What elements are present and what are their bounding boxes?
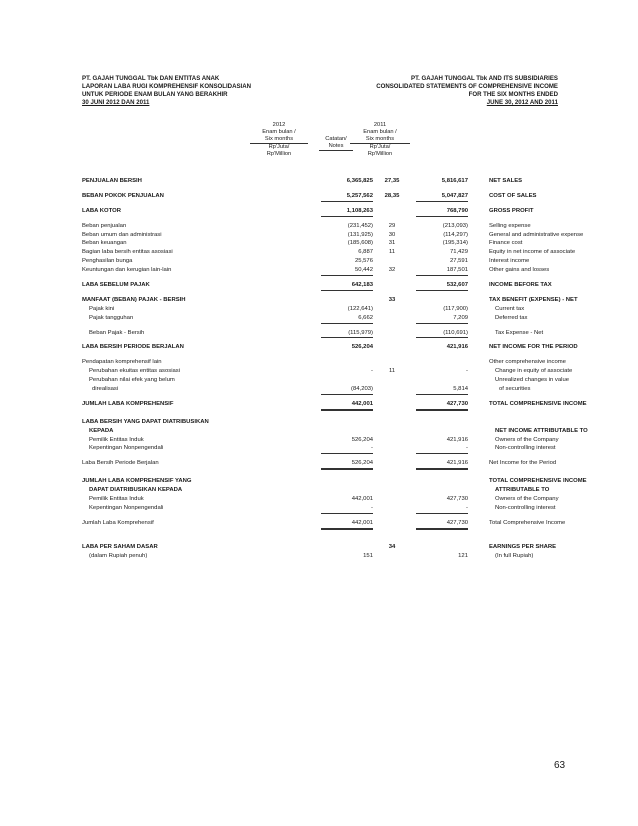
column-period: Enam bulan / bbox=[363, 129, 397, 135]
row-value-2012: - bbox=[321, 444, 373, 454]
row-note: 33 bbox=[388, 296, 396, 303]
page-number: 63 bbox=[554, 760, 566, 771]
row-label-en: NET INCOME ATTRIBUTABLE TO bbox=[495, 427, 588, 434]
row-value-2011: 121 bbox=[458, 552, 468, 559]
statement-row bbox=[82, 207, 558, 216]
row-label-id: Penghasilan bunga bbox=[82, 258, 133, 265]
row-label-en: TOTAL COMPREHENSIVE INCOME bbox=[489, 478, 587, 485]
row-label-en: Unrealized changes in value bbox=[495, 377, 570, 384]
row-value-2011: 427,730 bbox=[446, 496, 468, 503]
statement-row bbox=[82, 543, 558, 552]
header-left-line: 30 JUNI 2012 DAN 2011 bbox=[82, 99, 150, 106]
row-label-en: EARNINGS PER SHARE bbox=[489, 543, 557, 550]
statement-row bbox=[82, 257, 558, 266]
statement-row bbox=[82, 459, 558, 468]
statement-row bbox=[82, 367, 573, 376]
statement-row bbox=[82, 239, 558, 248]
header-english bbox=[322, 75, 558, 107]
row-value-2011: 768,790 bbox=[416, 207, 468, 217]
row-value-2012: 1,108,263 bbox=[321, 207, 373, 217]
column-notes bbox=[319, 136, 353, 151]
row-label-en: (In full Rupiah) bbox=[495, 552, 534, 559]
statement-row bbox=[82, 427, 588, 436]
statement-row bbox=[82, 305, 558, 314]
row-spacer bbox=[82, 409, 558, 418]
row-spacer bbox=[82, 528, 558, 537]
row-label-id: DAPAT DIATRIBUSIKAN KEPADA bbox=[89, 487, 183, 494]
row-label-id: Keuntungan dan kerugian lain-lain bbox=[82, 267, 172, 274]
row-label-id: LABA BERSIH YANG DAPAT DIATRIBUSIKAN bbox=[82, 418, 209, 425]
row-label-id: LABA SEBELUM PAJAK bbox=[82, 282, 150, 289]
row-note: 31 bbox=[388, 240, 396, 247]
header-left-line: LAPORAN LABA RUGI KOMPREHENSIF KONSOLIDASIAN bbox=[82, 83, 252, 90]
statement-row bbox=[82, 552, 558, 561]
row-value-2012: 6,365,825 bbox=[346, 178, 373, 184]
row-label-id: Jumlah Laba Komprehensif bbox=[82, 519, 154, 526]
statement-row bbox=[82, 444, 558, 453]
statement-row bbox=[82, 376, 570, 385]
statement-rows bbox=[82, 177, 588, 561]
row-label-en: Other comprehensive income bbox=[489, 359, 566, 366]
row-label-id: Kepentingan Nonpengendali bbox=[89, 445, 164, 452]
statement-row bbox=[82, 343, 578, 352]
row-value-2011: 427,730 bbox=[416, 519, 468, 530]
row-label-en: NET INCOME FOR THE PERIOD bbox=[489, 344, 578, 351]
row-label-en: Net Income for the Period bbox=[489, 460, 557, 467]
row-label-en: General and administrative expense bbox=[489, 231, 584, 238]
statement-row bbox=[82, 436, 558, 445]
row-value-2012: 526,204 bbox=[351, 344, 373, 351]
financial-statement-page bbox=[82, 75, 588, 559]
column-period-en: Six months bbox=[350, 136, 410, 144]
row-label-en: TOTAL COMPREHENSIVE INCOME bbox=[489, 400, 587, 407]
row-value-2011: 5,814 bbox=[416, 385, 468, 395]
row-label-id: MANFAAT (BEBAN) PAJAK - BERSIH bbox=[82, 296, 186, 303]
row-label-en: ATTRIBUTABLE TO bbox=[495, 487, 550, 494]
row-note: 11 bbox=[388, 249, 396, 256]
row-spacer bbox=[82, 468, 558, 477]
row-value-2011: 187,501 bbox=[416, 266, 468, 276]
row-value-2011: (213,093) bbox=[442, 222, 468, 229]
statement-row bbox=[82, 385, 558, 394]
row-value-2011: (117,900) bbox=[443, 305, 468, 312]
row-value-2011: 427,730 bbox=[416, 400, 468, 411]
row-label-id: PENJUALAN BERSIH bbox=[82, 178, 142, 184]
row-note: 28,35 bbox=[384, 192, 400, 199]
row-label-id: Beban keuangan bbox=[82, 240, 127, 247]
statement-row bbox=[82, 266, 558, 275]
row-label-en: Finance cost bbox=[489, 240, 523, 247]
row-value-2012: - bbox=[321, 504, 373, 514]
column-period-en: Six months bbox=[250, 136, 308, 144]
header-left-line: PT. GAJAH TUNGGAL Tbk DAN ENTITAS ANAK bbox=[82, 75, 220, 82]
column-unit-en: Rp'Million bbox=[367, 151, 393, 157]
column-unit: Rp'Juta/ bbox=[369, 144, 391, 150]
row-label-id: LABA BERSIH PERIODE BERJALAN bbox=[82, 344, 184, 351]
row-value-2012: 526,204 bbox=[351, 436, 373, 443]
row-value-2011: 7,209 bbox=[416, 314, 468, 324]
row-label-id: Beban penjualan bbox=[82, 222, 127, 229]
row-value-2012: (131,925) bbox=[347, 231, 373, 238]
header-right-line: PT. GAJAH TUNGGAL Tbk AND ITS SUBSIDIARIES bbox=[411, 75, 558, 82]
column-2011 bbox=[350, 122, 410, 158]
statement-row bbox=[82, 192, 558, 201]
row-label-en: Tax Expense - Net bbox=[495, 329, 544, 336]
row-value-2011: - bbox=[416, 444, 468, 454]
row-label-id: Kepentingan Nonpengendali bbox=[89, 504, 164, 511]
statement-row bbox=[82, 519, 566, 528]
row-value-2011: - bbox=[416, 504, 468, 514]
row-note: 11 bbox=[388, 368, 396, 375]
row-label-en: Change in equity of associate bbox=[495, 368, 573, 375]
row-label-id: Perubahan nilai efek yang belum bbox=[89, 377, 175, 384]
statement-row bbox=[82, 486, 558, 495]
statement-row bbox=[82, 418, 558, 427]
row-label-en: Equity in net income of associate bbox=[489, 249, 576, 256]
row-label-en: GROSS PROFIT bbox=[489, 207, 534, 214]
row-label-en: NET SALES bbox=[489, 178, 523, 184]
row-value-2012: (115,979) bbox=[321, 329, 373, 339]
row-label-id: (dalam Rupiah penuh) bbox=[89, 552, 148, 559]
header-left-line: UNTUK PERIODE ENAM BULAN YANG BERAKHIR bbox=[82, 91, 228, 98]
column-period: Enam bulan / bbox=[262, 129, 296, 135]
statement-row bbox=[82, 222, 558, 231]
row-label-en: COST OF SALES bbox=[489, 192, 537, 199]
row-label-id: Pemilik Entitas Induk bbox=[89, 436, 144, 443]
statement-row bbox=[82, 281, 558, 290]
row-value-2012: 25,576 bbox=[354, 258, 373, 265]
statement-row bbox=[82, 231, 584, 240]
row-note: 34 bbox=[388, 543, 396, 550]
row-label-id: BEBAN POKOK PENJUALAN bbox=[82, 192, 164, 199]
row-value-2011: 421,916 bbox=[446, 436, 468, 443]
row-value-2012: (185,608) bbox=[347, 240, 373, 247]
header-right-line: CONSOLIDATED STATEMENTS OF COMPREHENSIVE INCOME bbox=[376, 83, 558, 90]
row-label-en: Owners of the Company bbox=[495, 496, 559, 503]
row-value-2011: 532,607 bbox=[416, 281, 468, 291]
statement-row bbox=[82, 296, 578, 305]
row-label-en: Non-controlling interest bbox=[495, 504, 556, 511]
row-label-id: LABA PER SAHAM DASAR bbox=[82, 543, 158, 550]
row-label-en: Interest income bbox=[489, 258, 530, 265]
row-label-id: Beban umum dan administrasi bbox=[82, 231, 162, 238]
statement-row bbox=[82, 329, 558, 338]
column-notes-label: Catatan/ bbox=[325, 136, 347, 142]
row-label-id: Beban Pajak - Bersih bbox=[89, 329, 145, 336]
row-label-id: Pemilik Entitas Induk bbox=[89, 496, 144, 503]
row-note: 29 bbox=[388, 222, 396, 229]
row-label-id: Laba Bersih Periode Berjalan bbox=[82, 460, 159, 467]
row-label-en: Other gains and losses bbox=[489, 267, 550, 274]
row-value-2011: 27,591 bbox=[449, 258, 468, 265]
row-value-2012: 442,001 bbox=[321, 400, 373, 411]
row-value-2012: (84,203) bbox=[321, 385, 373, 395]
row-note: 32 bbox=[388, 267, 396, 274]
row-value-2012: (122,641) bbox=[347, 305, 373, 312]
row-value-2011: 421,916 bbox=[446, 344, 468, 351]
row-value-2012: 442,001 bbox=[321, 519, 373, 530]
row-value-2011: (110,691) bbox=[416, 329, 468, 339]
row-value-2012: 5,257,562 bbox=[321, 192, 373, 202]
row-value-2012: (231,452) bbox=[347, 222, 373, 229]
row-value-2011: 421,916 bbox=[416, 459, 468, 470]
statement-row bbox=[82, 495, 558, 504]
row-label-id: KEPADA bbox=[89, 427, 114, 434]
statement-row bbox=[82, 358, 566, 367]
column-2012 bbox=[250, 122, 308, 158]
column-unit: Rp'Juta/ bbox=[268, 144, 290, 150]
row-label-en: Current tax bbox=[495, 305, 525, 312]
statement-row bbox=[82, 314, 558, 323]
row-value-2011: (195,314) bbox=[442, 240, 468, 247]
header-right-line: JUNE 30, 2012 AND 2011 bbox=[486, 99, 558, 106]
row-note: 30 bbox=[388, 231, 396, 238]
column-headers bbox=[82, 122, 558, 166]
header-right-line: FOR THE SIX MONTHS ENDED bbox=[468, 91, 558, 98]
row-value-2011: 71,429 bbox=[449, 249, 468, 256]
statement-row bbox=[82, 177, 558, 186]
row-label-en: Owners of the Company bbox=[495, 436, 559, 443]
row-value-2012: 6,662 bbox=[321, 314, 373, 324]
row-label-en: TAX BENEFIT (EXPENSE) - NET bbox=[489, 296, 578, 303]
row-label-id: LABA KOTOR bbox=[82, 207, 121, 214]
row-label-id: Pendapatan komprehensif lain bbox=[82, 359, 162, 366]
row-value-2011: 5,816,617 bbox=[441, 178, 468, 184]
column-unit-en: Rp'Million bbox=[266, 151, 292, 157]
row-label-en: Total Comprehensive Income bbox=[489, 519, 566, 526]
header-indonesian bbox=[82, 75, 318, 107]
row-note: 27,35 bbox=[384, 178, 400, 184]
row-label-id: JUMLAH LABA KOMPREHENSIF bbox=[82, 400, 174, 407]
row-label-id: Perubahan ekuitas entitas asosiasi bbox=[89, 368, 181, 375]
row-label-en: Selling expense bbox=[489, 222, 531, 229]
statement-row bbox=[82, 477, 587, 486]
row-value-2012: - bbox=[371, 368, 373, 375]
row-label-en: Deferred tax bbox=[495, 314, 528, 321]
row-value-2012: 151 bbox=[363, 552, 373, 559]
column-notes-label-en: Notes bbox=[319, 143, 353, 151]
row-value-2012: 642,183 bbox=[321, 281, 373, 291]
row-value-2012: 6,887 bbox=[358, 249, 373, 256]
statement-row bbox=[82, 504, 558, 513]
column-year: 2011 bbox=[373, 122, 387, 128]
statement-header bbox=[82, 75, 558, 107]
row-label-en: of securities bbox=[499, 386, 531, 393]
row-label-id: Pajak tangguhan bbox=[89, 314, 134, 321]
row-value-2012: 526,204 bbox=[321, 459, 373, 470]
row-label-id: Bagian laba bersih entitas asosiasi bbox=[82, 249, 173, 256]
row-value-2011: (114,297) bbox=[443, 231, 468, 238]
row-value-2012: 50,442 bbox=[321, 266, 373, 276]
statement-row bbox=[82, 400, 587, 409]
row-label-id: Pajak kini bbox=[89, 305, 115, 312]
column-year: 2012 bbox=[272, 122, 286, 128]
row-value-2012: 442,001 bbox=[351, 496, 373, 503]
row-label-en: Non-controlling interest bbox=[495, 445, 556, 452]
row-label-id: JUMLAH LABA KOMPREHENSIF YANG bbox=[82, 478, 192, 485]
statement-row bbox=[82, 248, 576, 257]
row-label-en: INCOME BEFORE TAX bbox=[489, 282, 552, 289]
row-label-id: direalisasi bbox=[92, 386, 119, 393]
row-value-2011: 5,047,827 bbox=[416, 192, 468, 202]
row-value-2011: - bbox=[466, 368, 468, 375]
